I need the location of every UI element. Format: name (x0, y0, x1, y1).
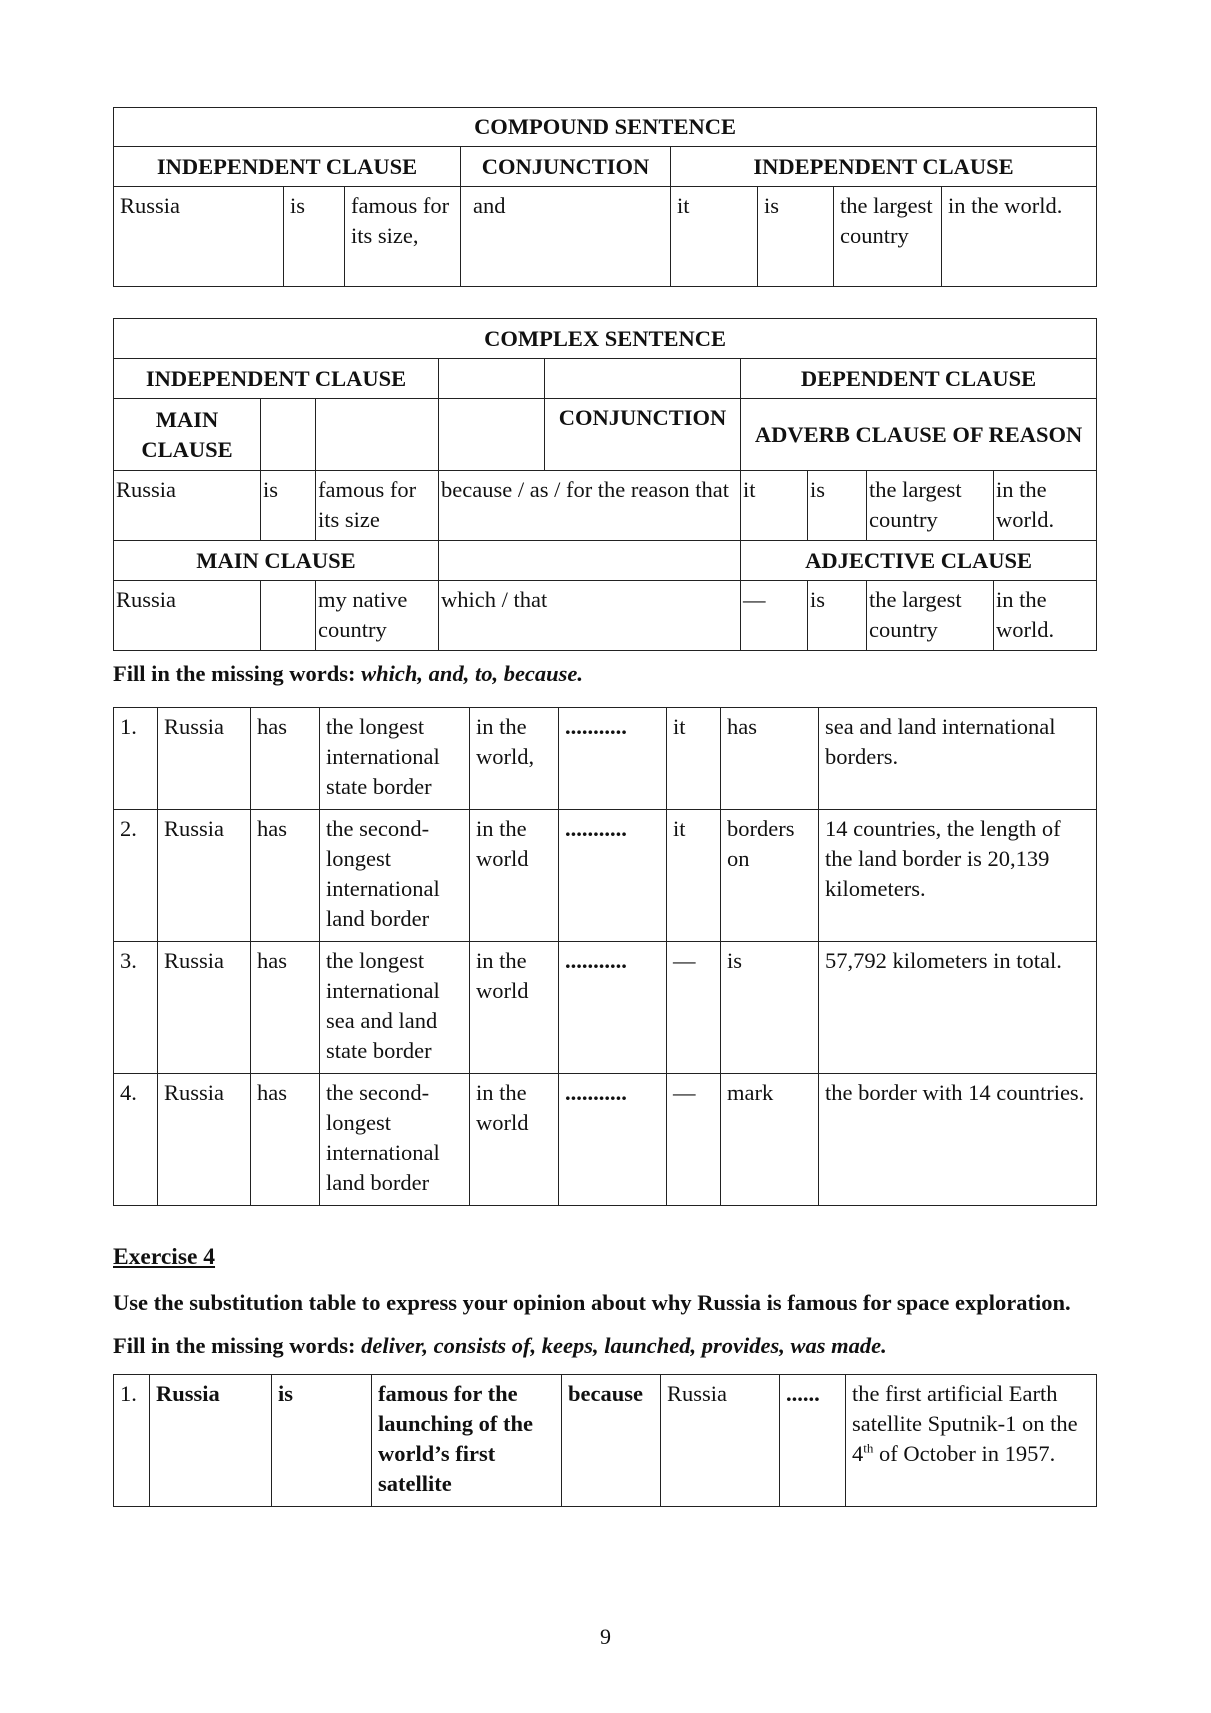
fill-cell: it (667, 708, 721, 810)
fill-cell: Russia (158, 708, 251, 810)
blank-cell[interactable]: ........... (559, 942, 667, 1074)
fill-label-2: Fill in the missing words: (113, 1333, 362, 1358)
fill-cell: 4. (114, 1074, 158, 1206)
fill-instruction-1 (113, 659, 1096, 689)
compound-header-independent-2: INDEPENDENT CLAUSE (671, 147, 1097, 187)
fill-instruction-2 (113, 1331, 1096, 1361)
fill-cell: the second-longest international land border (320, 1074, 470, 1206)
complex-cell: famous for its size (316, 471, 439, 541)
compound-cell: Russia (114, 187, 284, 287)
complex-header-adverb-clause: ADVERB CLAUSE OF REASON (741, 399, 1097, 471)
blank-cell[interactable]: ........... (559, 1074, 667, 1206)
compound-cell: is (758, 187, 834, 287)
complex-sentence-table (113, 318, 1097, 651)
fill-cell: Russia (158, 1074, 251, 1206)
exercise-4-instruction: Use the substitution table to express your opinion about why Russia is famous for space exploration. (113, 1290, 1071, 1315)
complex-cell: is (808, 581, 867, 651)
fill-cell: the longest international sea and land state border (320, 942, 470, 1074)
complex-header-empty (439, 359, 545, 399)
page-number: 9 (600, 1624, 611, 1649)
complex-header-empty (316, 399, 439, 471)
fill-cell: is (721, 942, 819, 1074)
complex-title: COMPLEX SENTENCE (114, 319, 1097, 359)
fill-cell: in the world (470, 810, 559, 942)
blank-cell[interactable]: ........... (559, 810, 667, 942)
table-row (114, 942, 1097, 1074)
exercise-4-cell: because (562, 1375, 661, 1507)
fill-cell: has (251, 1074, 320, 1206)
exercise-4-title: Exercise 4 (113, 1244, 216, 1270)
fill-cell: mark (721, 1074, 819, 1206)
compound-header-conjunction: CONJUNCTION (461, 147, 671, 187)
table-row (114, 810, 1097, 942)
compound-sentence-table (113, 107, 1097, 287)
compound-cell: famous for its size, (345, 187, 461, 287)
complex-header-main-clause-2: MAIN CLAUSE (114, 541, 439, 581)
compound-cell: in the world. (942, 187, 1097, 287)
compound-cell: it (671, 187, 758, 287)
fill-cell: the border with 14 countries. (819, 1074, 1097, 1206)
complex-header-dependent: DEPENDENT CLAUSE (741, 359, 1097, 399)
fill-cell: — (667, 1074, 721, 1206)
complex-cell: is (261, 471, 316, 541)
exercise-4-text-b: of October in 1957. (873, 1441, 1056, 1466)
fill-table-1 (113, 707, 1097, 1206)
fill-cell: in the world (470, 1074, 559, 1206)
table-row (114, 1074, 1097, 1206)
complex-cell: the largest country (867, 581, 994, 651)
fill-cell: has (721, 708, 819, 810)
complex-header-empty (439, 541, 741, 581)
exercise-4-cell: 1. (114, 1375, 150, 1507)
fill-cell: 3. (114, 942, 158, 1074)
complex-header-independent: INDEPENDENT CLAUSE (114, 359, 439, 399)
complex-cell: Russia (114, 581, 261, 651)
complex-cell: it (741, 471, 808, 541)
fill-cell: has (251, 942, 320, 1074)
fill-cell: it (667, 810, 721, 942)
complex-header-main-clause: MAIN CLAUSE (114, 399, 261, 471)
complex-header-empty (261, 399, 316, 471)
compound-title: COMPOUND SENTENCE (114, 108, 1097, 147)
fill-words-2: deliver, consists of, keeps, launched, provides, was made. (361, 1333, 887, 1358)
fill-cell: Russia (158, 942, 251, 1074)
fill-cell: — (667, 942, 721, 1074)
compound-header-independent-1: INDEPENDENT CLAUSE (114, 147, 461, 187)
complex-cell: because / as / for the reason that (439, 471, 741, 541)
exercise-4-cell: is (272, 1375, 372, 1507)
fill-cell: borders on (721, 810, 819, 942)
exercise-4-text-sup: th (863, 1440, 874, 1456)
fill-words-1: which, and, to, because. (361, 661, 584, 686)
complex-header-empty (439, 399, 545, 471)
fill-cell: Russia (158, 810, 251, 942)
complex-cell: which / that (439, 581, 741, 651)
fill-cell: in the world (470, 942, 559, 1074)
compound-cell: and (461, 187, 671, 287)
complex-header-adjective-clause: ADJECTIVE CLAUSE (741, 541, 1097, 581)
complex-cell (261, 581, 316, 651)
fill-label-1: Fill in the missing words: (113, 661, 362, 686)
exercise-4-cell: Russia (150, 1375, 272, 1507)
fill-cell: has (251, 708, 320, 810)
exercise-4-cell: Russia (661, 1375, 780, 1507)
table-row (114, 1375, 1097, 1507)
page-content (113, 107, 1096, 1507)
fill-cell: the longest international state border (320, 708, 470, 810)
blank-cell[interactable]: ........... (559, 708, 667, 810)
fill-cell: the second-longest international land border (320, 810, 470, 942)
complex-cell: Russia (114, 471, 261, 541)
table-row (114, 708, 1097, 810)
fill-cell: 57,792 kilometers in total. (819, 942, 1097, 1074)
complex-cell: — (741, 581, 808, 651)
complex-cell: is (808, 471, 867, 541)
complex-cell: in the world. (994, 471, 1097, 541)
complex-cell: my native country (316, 581, 439, 651)
fill-cell: sea and land international borders. (819, 708, 1097, 810)
fill-cell: 2. (114, 810, 158, 942)
complex-cell: the largest country (867, 471, 994, 541)
blank-cell[interactable]: ...... (780, 1375, 846, 1507)
fill-cell: in the world, (470, 708, 559, 810)
exercise-4-text-a: the first artificial Earth satellite Sputnik-1 on the 4 (852, 1381, 1078, 1466)
exercise-4-cell: famous for the launching of the world’s first satellite (372, 1375, 562, 1507)
complex-header-empty (545, 359, 741, 399)
complex-cell: in the world. (994, 581, 1097, 651)
complex-header-conjunction: CONJUNCTION (545, 399, 741, 471)
fill-cell: 14 countries, the length of the land border is 20,139 kilometers. (819, 810, 1097, 942)
exercise-4-cell-last (846, 1375, 1097, 1507)
compound-cell: the largest country (834, 187, 942, 287)
fill-cell: has (251, 810, 320, 942)
fill-cell: 1. (114, 708, 158, 810)
exercise-4-table (113, 1374, 1097, 1507)
compound-cell: is (284, 187, 345, 287)
